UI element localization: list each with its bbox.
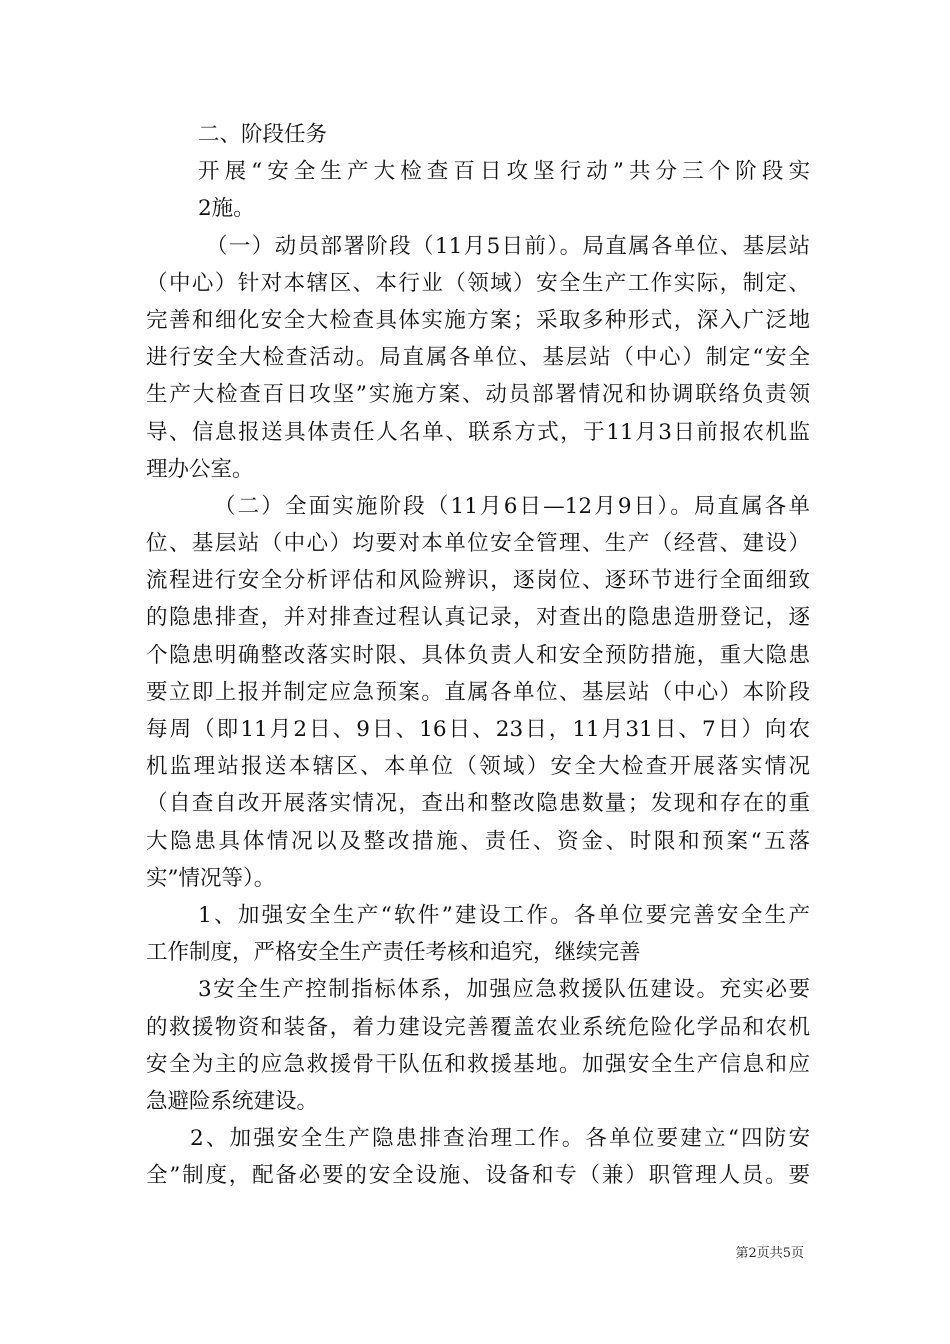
text-line: 工作制度，严格安全生产责任考核和追究，继续完善	[146, 940, 641, 966]
text-line: 安全为主的应急救援骨干队伍和救援基地。加强安全生产信息和应	[146, 1051, 810, 1077]
text-line: 完善和细化安全大检查具体实施方案；采取多种形式，深入广泛地	[146, 307, 810, 333]
text-line: 流程进行安全分析评估和风险辨识，逐岗位、逐环节进行全面细致	[146, 568, 810, 594]
text-line: （二）全面实施阶段（11月6日—12月9日）。局直属各单	[214, 493, 810, 519]
text-line: 的救援物资和装备，着力建设完善覆盖农业系统危险化学品和农机	[146, 1014, 810, 1040]
text-line: 位、基层站（中心）均要对本单位安全管理、生产（经营、建设）	[146, 531, 810, 557]
text-line: （中心）针对本辖区、本行业（领域）安全生产工作实际，制定、	[146, 270, 810, 296]
document-body	[146, 116, 810, 1194]
text-line: 个隐患明确整改落实时限、具体负责人和安全预防措施，重大隐患	[146, 642, 810, 668]
text-line: 全”制度，配备必要的安全设施、设备和专（兼）职管理人员。要	[146, 1163, 810, 1189]
text-line: 的隐患排查，并对排查过程认真记录，对查出的隐患造册登记，逐	[146, 605, 810, 631]
text-line: 导、信息报送具体责任人名单、联系方式，于11月3日前报农机监	[146, 419, 810, 445]
page-number: 第2页共5页	[735, 1246, 804, 1261]
text-line: 要立即上报并制定应急预案。直属各单位、基层站（中心）本阶段	[146, 679, 810, 705]
text-line: 机监理站报送本辖区、本单位（领域）安全大检查开展落实情况	[146, 754, 810, 780]
text-line: 理办公室。	[146, 456, 254, 482]
text-line: 1、加强安全生产“软件”建设工作。各单位要完善安全生产	[198, 902, 810, 928]
text-line: 进行安全大检查活动。局直属各单位、基层站（中心）制定“安全	[146, 345, 810, 371]
text-line: （自查自改开展落实情况，查出和整改隐患数量；发现和存在的重	[146, 791, 810, 817]
text-line: 实”情况等）。	[146, 865, 276, 891]
text-line: 急避险系统建设。	[146, 1088, 319, 1114]
text-line: 2施。	[198, 196, 255, 222]
text-line: （一）动员部署阶段（11月5日前）。局直属各单位、基层站	[206, 233, 810, 259]
text-line: 大隐患具体情况以及整改措施、责任、资金、时限和预案“五落	[146, 828, 810, 854]
text-line: 生产大检查百日攻坚”实施方案、动员部署情况和协调联络负责领	[146, 382, 810, 408]
text-line: 二、阶段任务	[198, 122, 328, 147]
text-line: 开展“安全生产大检查百日攻坚行动”共分三个阶段实	[198, 159, 810, 185]
text-line: 每周（即11月2日、9日、16日、23日，11月31日、7日）向农	[146, 717, 810, 742]
text-line: 2、加强安全生产隐患排查治理工作。各单位要建立“四防安	[190, 1126, 810, 1152]
text-line: 3安全生产控制指标体系，加强应急救援队伍建设。充实必要	[198, 977, 810, 1003]
